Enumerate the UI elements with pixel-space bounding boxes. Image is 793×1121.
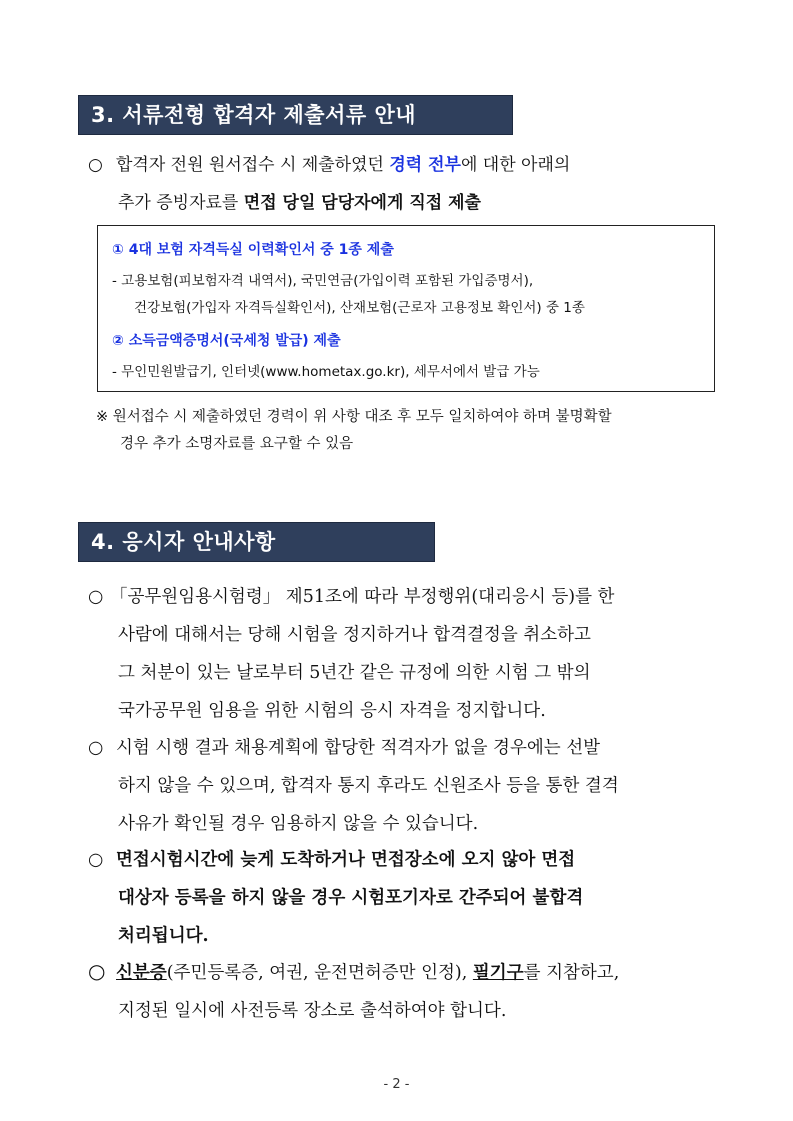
bullet-icon: ○ [88,738,104,758]
text-segment: 추가 증빙자료를 [118,193,244,213]
paragraph-line [88,846,575,871]
section-4-header [78,522,435,562]
paragraph-line [88,734,600,759]
bullet-icon: ○ [88,587,104,607]
required-documents-box [97,225,715,392]
paragraph-line: 그 처분이 있는 날로부터 5년간 같은 규정에 의한 시험 그 밖의 [118,663,591,683]
highlight-career: 경력 전부 [389,155,461,175]
paragraph-line: 처리됩니다. [118,926,209,946]
paragraph-line: 지정된 일시에 사전등록 장소로 출석하여야 합니다. [118,1001,507,1021]
note-line: ※ 원서접수 시 제출하였던 경력이 위 사항 대조 후 모두 일치하여야 하며 불명확할 [96,409,612,425]
box-item-1-line: - 고용보험(피보험자격 내역서), 국민연금(가입이력 포함된 가입증명서), [112,273,534,289]
section-3-header [78,95,513,135]
paragraph-line: 대상자 등록을 하지 않을 경우 시험포기자로 간주되어 불합격 [118,888,584,908]
underlined-writing-tools: 필기구 [472,963,524,983]
text-segment: 합격자 전원 원서접수 시 제출하였던 [116,155,390,175]
paragraph-line: 국가공무원 임용을 위한 시험의 응시 자격을 정지합니다. [118,701,546,721]
text-segment: 를 지참하고, [523,963,620,983]
paragraph-line [88,150,570,175]
text-segment: 에 대한 아래의 [460,155,571,175]
paragraph-line [88,188,481,213]
box-item-1-line: 건강보험(가입자 자격득실확인서), 산재보험(근로자 고용정보 확인서) 중 1종 [134,300,585,316]
bold-submission-instruction: 면접 당일 담당자에게 직접 제출 [243,193,481,213]
bullet-icon: ○ [88,155,103,175]
bullet-icon: ○ [88,959,106,983]
box-item-1-title: ① 4대 보험 자격득실 이력확인서 중 1종 제출 [112,242,394,258]
paragraph-line [88,959,619,984]
box-item-2-line: - 무인민원발급기, 인터넷(www.hometax.go.kr), 세무서에서 발급 가능 [112,364,540,380]
paragraph-line: 사람에 대해서는 당해 시험을 정지하거나 합격결정을 취소하고 [118,625,591,645]
page-number: - 2 - [383,1077,410,1092]
text-segment: 시험 시행 결과 채용계획에 합당한 적격자가 없을 경우에는 선발 [116,738,601,758]
text-segment: (주민등록증, 여권, 운전면허증만 인정), [166,963,473,983]
note-line: 경우 추가 소명자료를 요구할 수 있음 [120,436,354,452]
paragraph-line: 사유가 확인될 경우 임용하지 않을 수 있습니다. [118,814,479,834]
paragraph-line: 하지 않을 수 있으며, 합격자 통지 후라도 신원조사 등을 통한 결격 [118,776,619,796]
paragraph-line [88,583,614,608]
bullet-icon: ○ [88,850,104,870]
section-3-title: 3. 서류전형 합격자 제출서류 안내 [91,103,417,127]
text-segment: 「공무원임용시험령」 제51조에 따라 부정행위(대리응시 등)를 한 [110,587,615,607]
box-item-2-title: ② 소득금액증명서(국세청 발급) 제출 [112,333,341,349]
text-segment: 면접시험시간에 늦게 도착하거나 면접장소에 오지 않아 면접 [116,850,576,870]
underlined-id-card: 신분증 [116,963,167,983]
section-4-title: 4. 응시자 안내사항 [91,530,276,554]
